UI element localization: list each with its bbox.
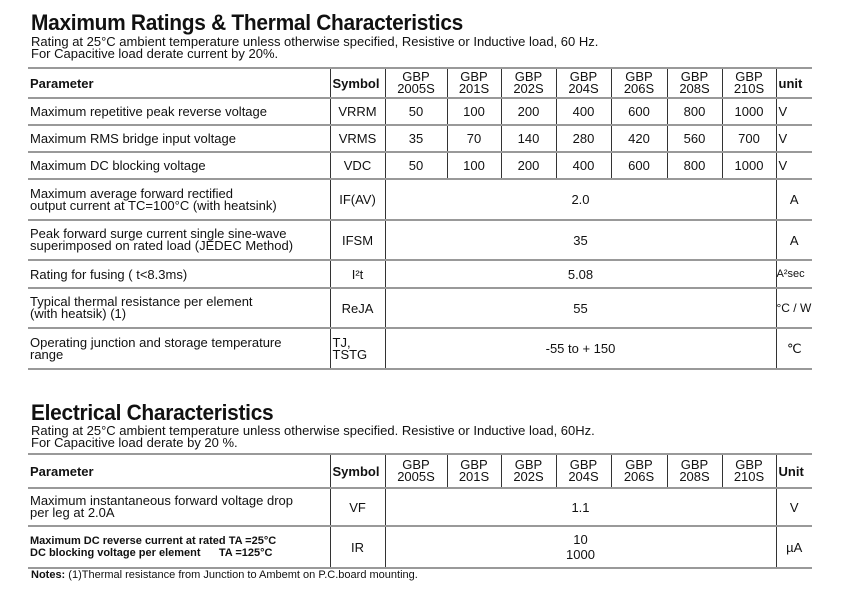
model-header: GBP 2005S	[385, 68, 447, 98]
model-header: GBP 201S	[447, 68, 501, 98]
table-row	[28, 179, 812, 220]
model-header: GBP 201S	[447, 454, 501, 488]
table-row	[28, 328, 812, 369]
param: Operating junction and storage temperature range	[30, 334, 282, 362]
header-row	[28, 454, 812, 488]
value: 140	[501, 125, 556, 152]
value: 5.08	[385, 260, 776, 288]
param: Maximum average forward rectified output current at TC=100°C (with heatsink)	[30, 185, 277, 213]
notes: Notes: (1)Thermal resistance from Junction to Ambemt on P.C.board mounting.	[31, 569, 418, 581]
unit: °C / W	[776, 288, 812, 328]
value: 200	[501, 152, 556, 179]
ratings-subtitle: Rating at 25°C ambient temperature unless otherwise specified, Resistive or Inductive load, 60 Hz.	[31, 34, 599, 49]
model-header: GBP 204S	[556, 68, 611, 98]
table-row	[28, 152, 812, 179]
value: 280	[556, 125, 611, 152]
value: 50	[385, 98, 447, 125]
value: 35	[385, 125, 447, 152]
symbol: VDC	[330, 152, 385, 179]
symbol: I²t	[330, 260, 385, 288]
value: 800	[667, 98, 722, 125]
value: 200	[501, 98, 556, 125]
unit: A	[776, 220, 812, 260]
electrical-table	[28, 453, 812, 569]
table-row	[28, 526, 812, 568]
table-row	[28, 125, 812, 152]
value: 1000	[722, 152, 776, 179]
electrical-subtitle-2: For Capacitive load derate by 20 %.	[31, 435, 238, 450]
param: Peak forward surge current single sine-wave superimposed on rated load (JEDEC Method)	[30, 226, 294, 253]
table-row	[28, 488, 812, 526]
model-header: GBP 206S	[611, 68, 667, 98]
table-row	[28, 260, 812, 288]
electrical-title: Electrical Characteristics	[31, 400, 274, 425]
value: 600	[611, 152, 667, 179]
model-header: GBP 208S	[667, 454, 722, 488]
value: 10 1000	[385, 526, 776, 568]
symbol: IF(AV)	[330, 179, 385, 220]
model-header: GBP 202S	[501, 68, 556, 98]
value: -55 to + 150	[385, 328, 776, 369]
model-header: GBP 208S	[667, 68, 722, 98]
unit: µA	[776, 526, 812, 568]
value: 2.0	[385, 179, 776, 220]
model-header: GBP 2005S	[385, 454, 447, 488]
symbol: IR	[330, 526, 385, 568]
model-header: GBP 210S	[722, 454, 776, 488]
param: Maximum DC reverse current at rated TA =25°C DC blocking voltage per element TA =125°C	[30, 535, 277, 559]
unit: V	[776, 488, 812, 526]
value: 50	[385, 152, 447, 179]
symbol: VRRM	[330, 98, 385, 125]
electrical-subtitle: Rating at 25°C ambient temperature unless otherwise specified. Resistive or Inductive load, 60Hz.	[31, 423, 595, 438]
unit: V	[776, 98, 812, 125]
symbol: TJ, TSTG	[330, 328, 385, 369]
table-row	[28, 220, 812, 260]
symbol: IFSM	[330, 220, 385, 260]
param: Maximum instantaneous forward voltage drop per leg at 2.0A	[30, 493, 294, 520]
param: Rating for fusing ( t<8.3ms)	[30, 266, 188, 282]
value: 35	[385, 220, 776, 260]
symbol: VF	[330, 488, 385, 526]
value: 100	[447, 98, 501, 125]
param: Maximum DC blocking voltage	[30, 158, 206, 173]
table-row	[28, 288, 812, 328]
param: Typical thermal resistance per element (with heatsik) (1)	[30, 294, 253, 321]
value: 1.1	[385, 488, 776, 526]
table-row	[28, 98, 812, 125]
value: 1000	[722, 98, 776, 125]
model-header: GBP 202S	[501, 454, 556, 488]
unit: V	[776, 125, 812, 152]
unit-header: unit	[776, 68, 812, 98]
parameter-header: Parameter	[30, 75, 94, 91]
value: 70	[447, 125, 501, 152]
value: 55	[385, 288, 776, 328]
value: 420	[611, 125, 667, 152]
value: 400	[556, 98, 611, 125]
value: 400	[556, 152, 611, 179]
unit: V	[776, 152, 812, 179]
symbol-header: Symbol	[330, 68, 385, 98]
value: 700	[722, 125, 776, 152]
symbol: VRMS	[330, 125, 385, 152]
value: 800	[667, 152, 722, 179]
unit: A²sec	[776, 260, 812, 288]
symbol: ReJA	[330, 288, 385, 328]
ratings-subtitle-2: For Capacitive load derate current by 20%.	[31, 46, 279, 61]
param: Maximum repetitive peak reverse voltage	[30, 104, 267, 119]
unit: ℃	[776, 328, 812, 369]
value: 100	[447, 152, 501, 179]
header-row	[28, 68, 812, 98]
model-header: GBP 210S	[722, 68, 776, 98]
model-header: GBP 206S	[611, 454, 667, 488]
ratings-table	[28, 67, 812, 370]
ratings-title: Maximum Ratings & Thermal Characteristics	[31, 10, 464, 35]
parameter-header: Parameter	[30, 463, 94, 479]
model-header: GBP 204S	[556, 454, 611, 488]
value: 600	[611, 98, 667, 125]
unit-header: Unit	[776, 454, 812, 488]
param: Maximum RMS bridge input voltage	[30, 131, 236, 146]
symbol-header: Symbol	[330, 454, 385, 488]
unit: A	[776, 179, 812, 220]
value: 560	[667, 125, 722, 152]
